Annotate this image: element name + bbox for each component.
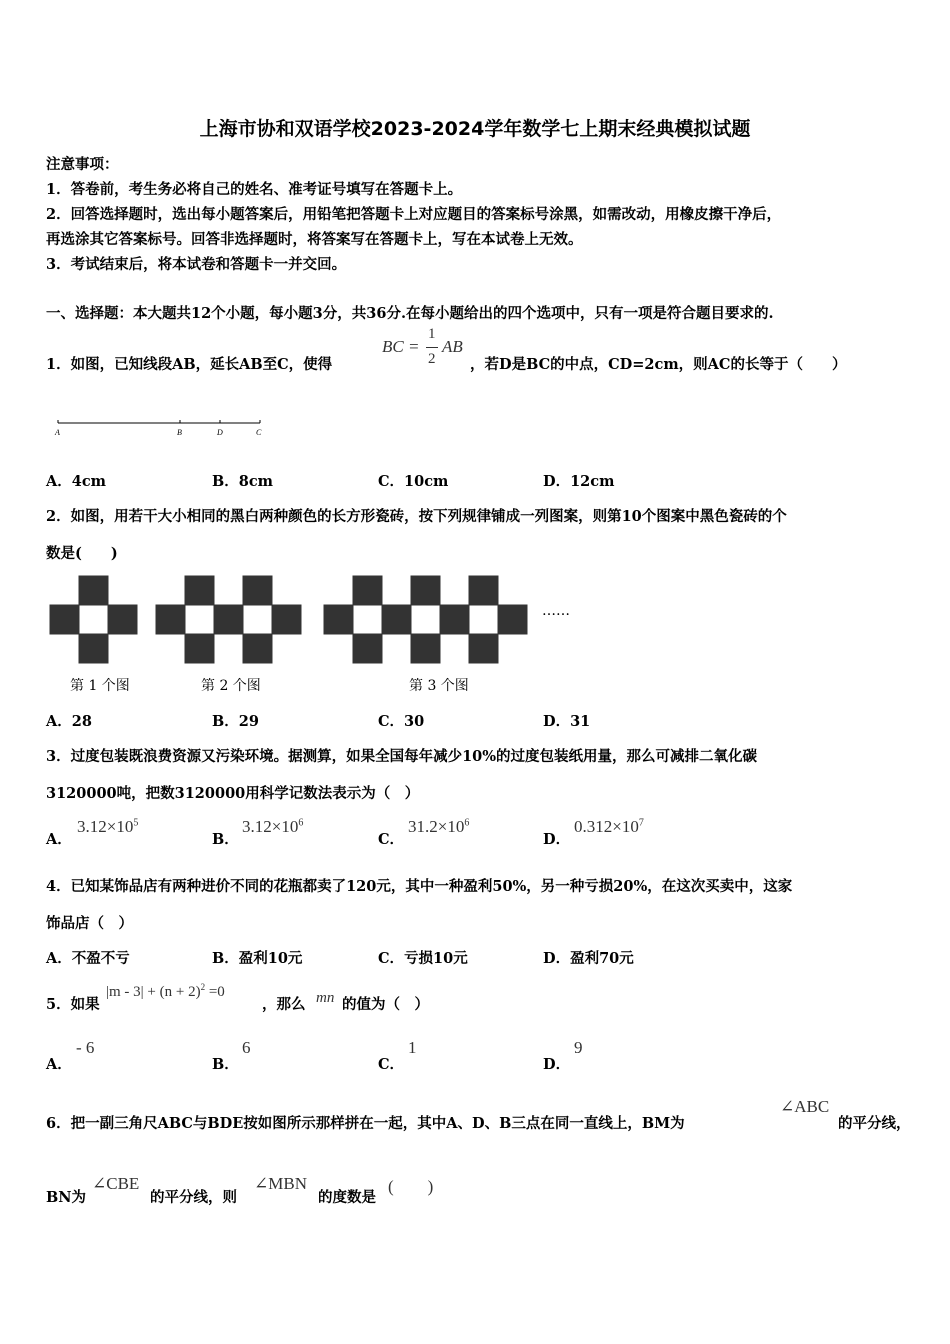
- tile: [79, 634, 108, 663]
- q5-mid: ，那么: [262, 996, 306, 1013]
- q5-option-a-letter: A．: [46, 1056, 72, 1073]
- q5-option-c-letter: C．: [378, 1056, 405, 1073]
- q1-suffix: ，若D是BC的中点，CD=2cm，则AC的长等于（ ）: [470, 356, 847, 373]
- q6-angle-abc: ∠ABC: [780, 1097, 830, 1116]
- notice-item-2: 2．回答选择题时，选出每小题答案后，用铅笔把答题卡上对应题目的答案标号涂黑，如需改动，用橡皮擦干净后，: [46, 206, 782, 223]
- q1-option-b: B．8cm: [212, 473, 274, 490]
- q6-line2-prefix: BN为: [46, 1189, 87, 1206]
- tile: [243, 634, 272, 663]
- q6-line1-prefix: 6．把一副三角尺ABC与BDE按如图所示那样拼在一起，其中A、D、B三点在同一直线上，BM为: [46, 1115, 685, 1132]
- q1-prefix: 1．如图，已知线段AB，延长AB至C，使得: [46, 356, 333, 373]
- tile: [272, 605, 301, 634]
- q1-option-d: D．12cm: [543, 473, 615, 490]
- notice-heading: 注意事项：: [46, 156, 119, 173]
- tile: [185, 634, 214, 663]
- q1-frac-den: 2: [428, 351, 436, 367]
- q1-frac-num: 1: [428, 326, 436, 342]
- q6-line2-suffix: 的度数是: [318, 1189, 376, 1206]
- q4-option-d: D．盈利70元: [543, 950, 634, 967]
- q5-option-d-value: 9: [574, 1038, 583, 1057]
- q3-option-a-value: $3.12\times 10^5$: [77, 817, 139, 836]
- q3-option-d-letter: D．: [543, 831, 571, 848]
- q4-line2: 饰品店（ ）: [46, 915, 133, 932]
- tile: [156, 605, 185, 634]
- q2-option-b: B．29: [212, 713, 259, 730]
- q1-formula-right: AB: [442, 337, 463, 356]
- section-heading: 一、选择题：本大题共12个小题，每小题3分，共36分.在每小题给出的四个选项中，只有一项是符合题目要求的.: [46, 305, 774, 322]
- tile: [411, 576, 440, 605]
- label-a: A: [55, 428, 60, 437]
- tile: [469, 576, 498, 605]
- tile: [214, 605, 243, 634]
- q5-option-b-value: 6: [242, 1038, 251, 1057]
- page-title: 上海市协和双语学校2023-2024学年数学七上期末经典模拟试题: [199, 118, 751, 140]
- q1-formula-left: BC =: [382, 337, 420, 356]
- notice-item-1: 1．答卷前，考生务必将自己的姓名、准考证号填写在答题卡上。: [46, 181, 463, 198]
- tile: [353, 576, 382, 605]
- q3-option-c-value: $31.2\times 10^6$: [408, 817, 470, 836]
- q5-suffix: 的值为（ ）: [342, 996, 429, 1013]
- q6-answer-paren: ( ): [388, 1177, 434, 1196]
- q5-var: mn: [316, 990, 335, 1006]
- q6-line1-suffix: 的平分线，: [838, 1115, 911, 1132]
- q3-option-a-letter: A．: [46, 831, 72, 848]
- q2-tile-figure: [48, 574, 538, 668]
- q2-caption-1: 第 1 个图: [70, 678, 130, 694]
- q2-ellipsis: ……: [542, 603, 570, 619]
- q3-option-b-value: $3.12\times 10^6$: [242, 817, 304, 836]
- q1-line-figure: [50, 415, 270, 440]
- tile: [243, 576, 272, 605]
- q6-line2-mid: 的平分线，则: [150, 1189, 237, 1206]
- tile: [353, 634, 382, 663]
- q5-option-b-letter: B．: [212, 1056, 239, 1073]
- q3-option-d-value: $0.312\times 10^7$: [574, 817, 644, 836]
- q2-line1: 2．如图，用若干大小相同的黑白两种颜色的长方形瓷砖，按下列规律铺成一列图案，则第10个图案中黑色瓷砖的个: [46, 508, 787, 525]
- q3-option-b-letter: B．: [212, 831, 239, 848]
- tile: [411, 634, 440, 663]
- q1-option-c: C．10cm: [378, 473, 449, 490]
- tile: [469, 634, 498, 663]
- label-c: C: [256, 428, 262, 437]
- label-d: D: [217, 428, 223, 437]
- q5-option-d-letter: D．: [543, 1056, 571, 1073]
- q5-formula: $|m - 3| + (n + 2)^2 =0$: [106, 982, 225, 1000]
- q2-option-a: A．28: [46, 713, 92, 730]
- q4-option-b: B．盈利10元: [212, 950, 303, 967]
- q2-option-c: C．30: [378, 713, 425, 730]
- tile: [382, 605, 411, 634]
- tile: [498, 605, 527, 634]
- q6-angle-mbn: ∠MBN: [254, 1174, 307, 1193]
- q4-option-a: A．不盈不亏: [46, 950, 130, 967]
- q2-option-d: D．31: [543, 713, 591, 730]
- tile: [185, 576, 214, 605]
- tile: [108, 605, 137, 634]
- notice-item-3: 3．考试结束后，将本试卷和答题卡一并交回。: [46, 256, 347, 273]
- q3-line2: 3120000吨，把数3120000用科学记数法表示为（ ）: [46, 785, 420, 802]
- q1-option-a: A．4cm: [46, 473, 107, 490]
- tile: [324, 605, 353, 634]
- q6-angle-cbe: ∠CBE: [92, 1174, 140, 1193]
- q4-line1: 4．已知某饰品店有两种进价不同的花瓶都卖了120元，其中一种盈利50%，另一种亏损20%，在这次买卖中，这家: [46, 878, 793, 895]
- q2-caption-3: 第 3 个图: [409, 678, 469, 694]
- q5-option-c-value: 1: [408, 1038, 417, 1057]
- tile: [50, 605, 79, 634]
- label-b: B: [177, 428, 182, 437]
- q4-option-c: C．亏损10元: [378, 950, 468, 967]
- q3-option-c-letter: C．: [378, 831, 405, 848]
- tile: [440, 605, 469, 634]
- q5-prefix: 5．如果: [46, 996, 100, 1013]
- q1-frac-bar: [426, 347, 438, 348]
- notice-item-2-cont: 再选涂其它答案标号。回答非选择题时，将答案写在答题卡上，写在本试卷上无效。: [46, 231, 583, 248]
- q2-line2: 数是( ): [46, 545, 118, 562]
- q5-option-a-value: - 6: [76, 1038, 95, 1057]
- tile: [79, 576, 108, 605]
- q2-caption-2: 第 2 个图: [201, 678, 261, 694]
- q3-line1: 3．过度包装既浪费资源又污染环境。据测算，如果全国每年减少10%的过度包装纸用量，那么可减排二氧化碳: [46, 748, 758, 765]
